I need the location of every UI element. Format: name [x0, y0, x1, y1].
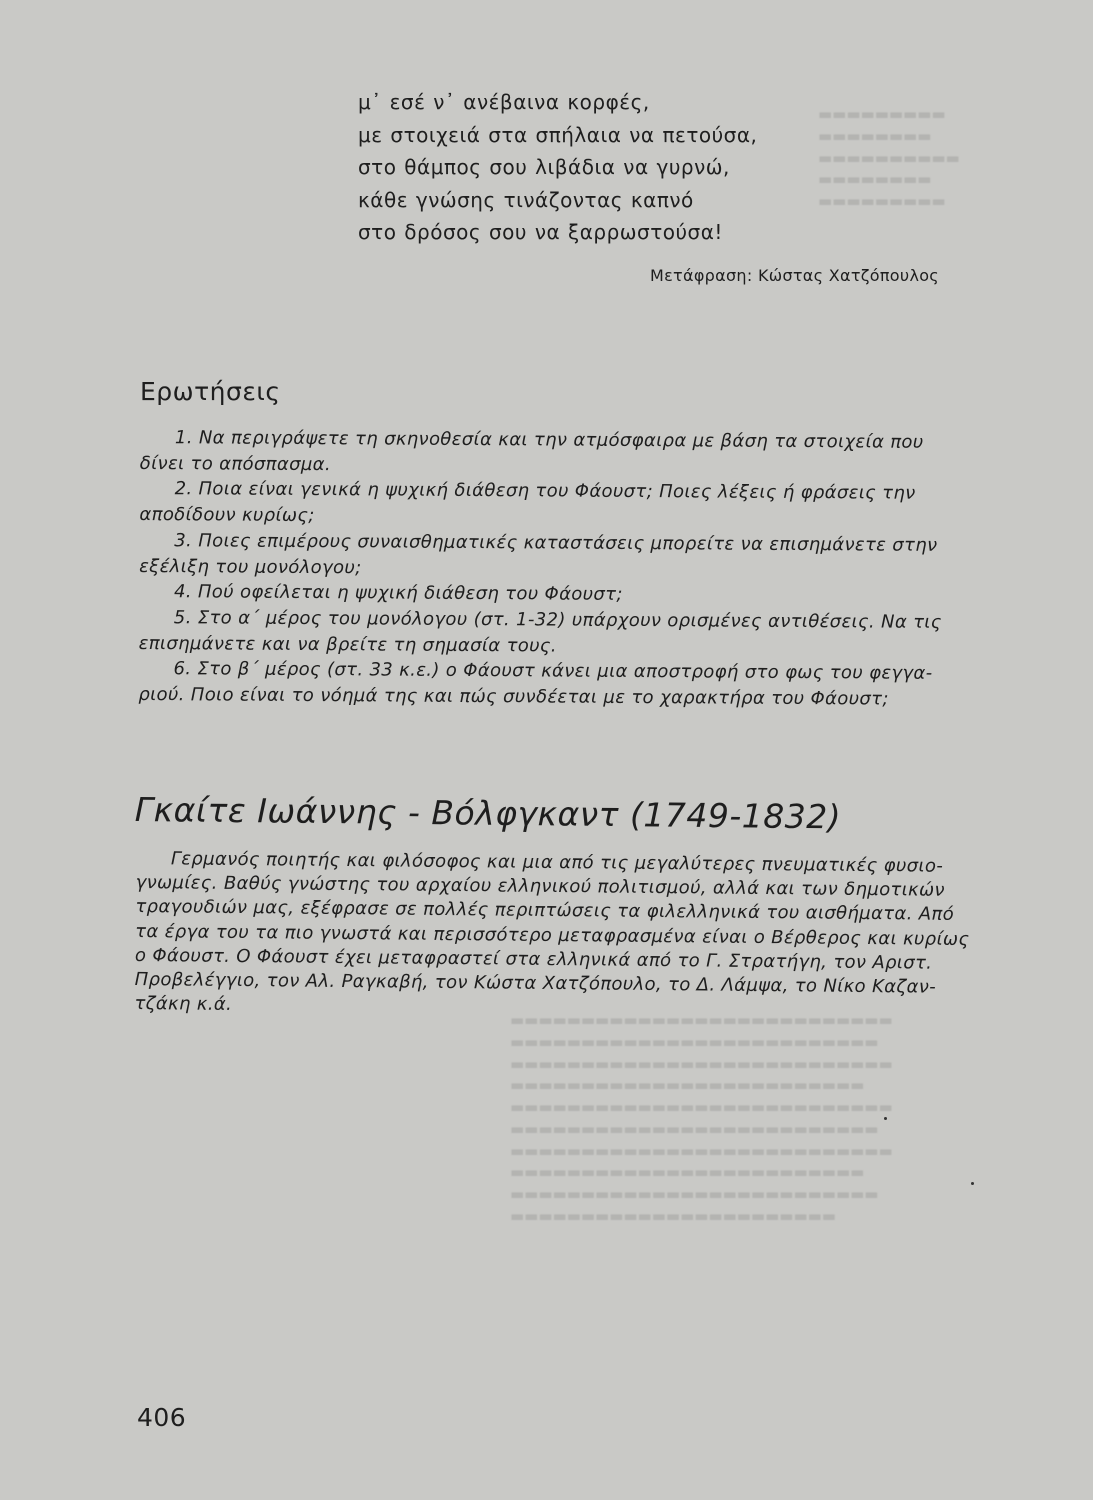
show-through-texture: ▬▬▬▬▬▬▬▬▬▬▬▬▬▬▬▬▬▬▬▬▬▬▬▬▬▬▬ ▬▬▬▬▬▬▬▬▬▬▬▬▬▬▬▬▬▬▬▬▬▬▬▬▬▬ ▬▬▬▬▬▬▬▬▬▬▬▬▬▬▬▬▬▬▬▬▬▬▬▬▬▬▬ ▬▬▬▬▬▬▬▬▬▬▬▬▬▬▬▬▬▬▬▬▬▬▬▬▬ ▬▬▬▬▬▬▬▬▬▬▬▬▬▬▬▬▬▬▬▬▬▬▬▬▬▬▬ ▬▬▬▬▬▬▬▬▬▬▬▬▬▬▬▬▬▬▬▬▬▬▬▬▬▬ ▬▬▬▬▬▬▬▬▬▬▬▬▬▬▬▬▬▬▬▬▬▬▬▬▬▬▬ ▬▬▬▬▬▬▬▬▬▬▬▬▬▬▬▬▬▬▬▬▬▬▬▬▬ ▬▬▬▬▬▬▬▬▬▬▬▬▬▬▬▬▬▬▬▬▬▬▬▬▬▬ ▬▬▬▬▬▬▬▬▬▬▬▬▬▬▬▬▬▬▬▬▬▬▬	[510, 1011, 893, 1225]
question-line: ριού. Ποιο είναι το νόημά της και πώς συνδέεται με το χαρακτήρα του Φάουστ;	[138, 684, 889, 710]
question-line: 6. Στο β΄ μέρος (στ. 33 κ.ε.) ο Φάουστ κάνει μια αποστροφή στο φως του φεγγα-	[173, 658, 933, 685]
question-line: δίνει το απόσπασμα.	[139, 452, 332, 475]
biography-line: Γερμανός ποιητής και φιλόσοφος και μια από τις μεγαλύτερες πνευματικές φυσιο-	[170, 848, 944, 877]
biography-line: τραγουδιών μας, εξέφρασε σε πολλές περιπτώσεις τα φιλελληνικά του αισθήματα. Από	[135, 896, 955, 926]
poem-line: με στοιχειά στα σπήλαια να πετούσα,	[358, 122, 758, 147]
author-heading: Γκαίτε Ιωάννης - Βόλφγκαντ (1749-1832)	[134, 790, 842, 837]
question-line: εξέλιξη του μονόλογου;	[139, 555, 362, 578]
biography-line: τζάκη κ.ά.	[134, 993, 233, 1016]
biography-line: Προβελέγγιο, τον Αλ. Ραγκαβή, τον Κώστα Χατζόπουλο, το Δ. Λάμψα, το Νίκο Καζαν-	[134, 969, 937, 998]
question-line: επισημάνετε και να βρείτε τη σημασία τους.	[138, 632, 557, 657]
question-line: αποδίδουν κυρίως;	[139, 504, 315, 527]
biography-line: γνωμίες. Βαθύς γνώστης του αρχαίου ελληνικού πολιτισμού, αλλά και των δημοτικών	[135, 872, 946, 901]
page-number: 406	[137, 1403, 187, 1432]
question-line: 1. Να περιγράψετε τη σκηνοθεσία και την ατμόσφαιρα με βάση τα στοιχεία που	[174, 427, 924, 453]
question-line: 5. Στο α΄ μέρος του μονόλογου (στ. 1-32) υπάρχουν ορισμένες αντιθέσεις. Να τις	[173, 607, 942, 633]
question-line: 4. Πού οφείλεται η ψυχική διάθεση του Φάουστ;	[173, 581, 623, 606]
biography-line: ο Φάουστ. Ο Φάουστ έχει μεταφραστεί στα ελληνικά από το Γ. Στρατήγη, τον Αριστ.	[134, 944, 933, 974]
show-through-texture: ▬▬▬▬▬▬▬▬▬ ▬▬▬▬▬▬▬▬ ▬▬▬▬▬▬▬▬▬▬ ▬▬▬▬▬▬▬▬ ▬▬▬▬▬▬▬▬▬	[818, 105, 960, 210]
paper-speck	[884, 1117, 887, 1120]
biography-line: τα έργα του τα πιο γνωστά και περισσότερο μεταφρασμένα είναι ο Βέρθερος και κυρίως	[135, 920, 970, 950]
translator-credit: Μετάφραση: Κώστας Χατζόπουλος	[650, 266, 939, 285]
question-line: 3. Ποιες επιμέρους συναισθηματικές καταστάσεις μπορείτε να επισημάνετε στην	[174, 530, 938, 556]
poem-line: στο δρόσος σου να ξαρρωστούσα!	[358, 220, 723, 244]
poem-line: μ᾽ εσέ ν᾽ ανέβαινα κορφές,	[358, 90, 650, 114]
questions-list	[138, 425, 990, 713]
author-biography	[134, 847, 996, 1025]
poem-line: κάθε γνώσης τινάζοντας καπνό	[358, 187, 694, 212]
poem-excerpt	[358, 86, 757, 249]
question-line: 2. Ποια είναι γενικά η ψυχική διάθεση του Φάουστ; Ποιες λέξεις ή φράσεις την	[174, 478, 916, 505]
questions-heading: Ερωτήσεις	[140, 377, 281, 406]
paper-speck	[971, 1182, 974, 1185]
poem-line: στο θάμπος σου λιβάδια να γυρνώ,	[358, 155, 730, 179]
